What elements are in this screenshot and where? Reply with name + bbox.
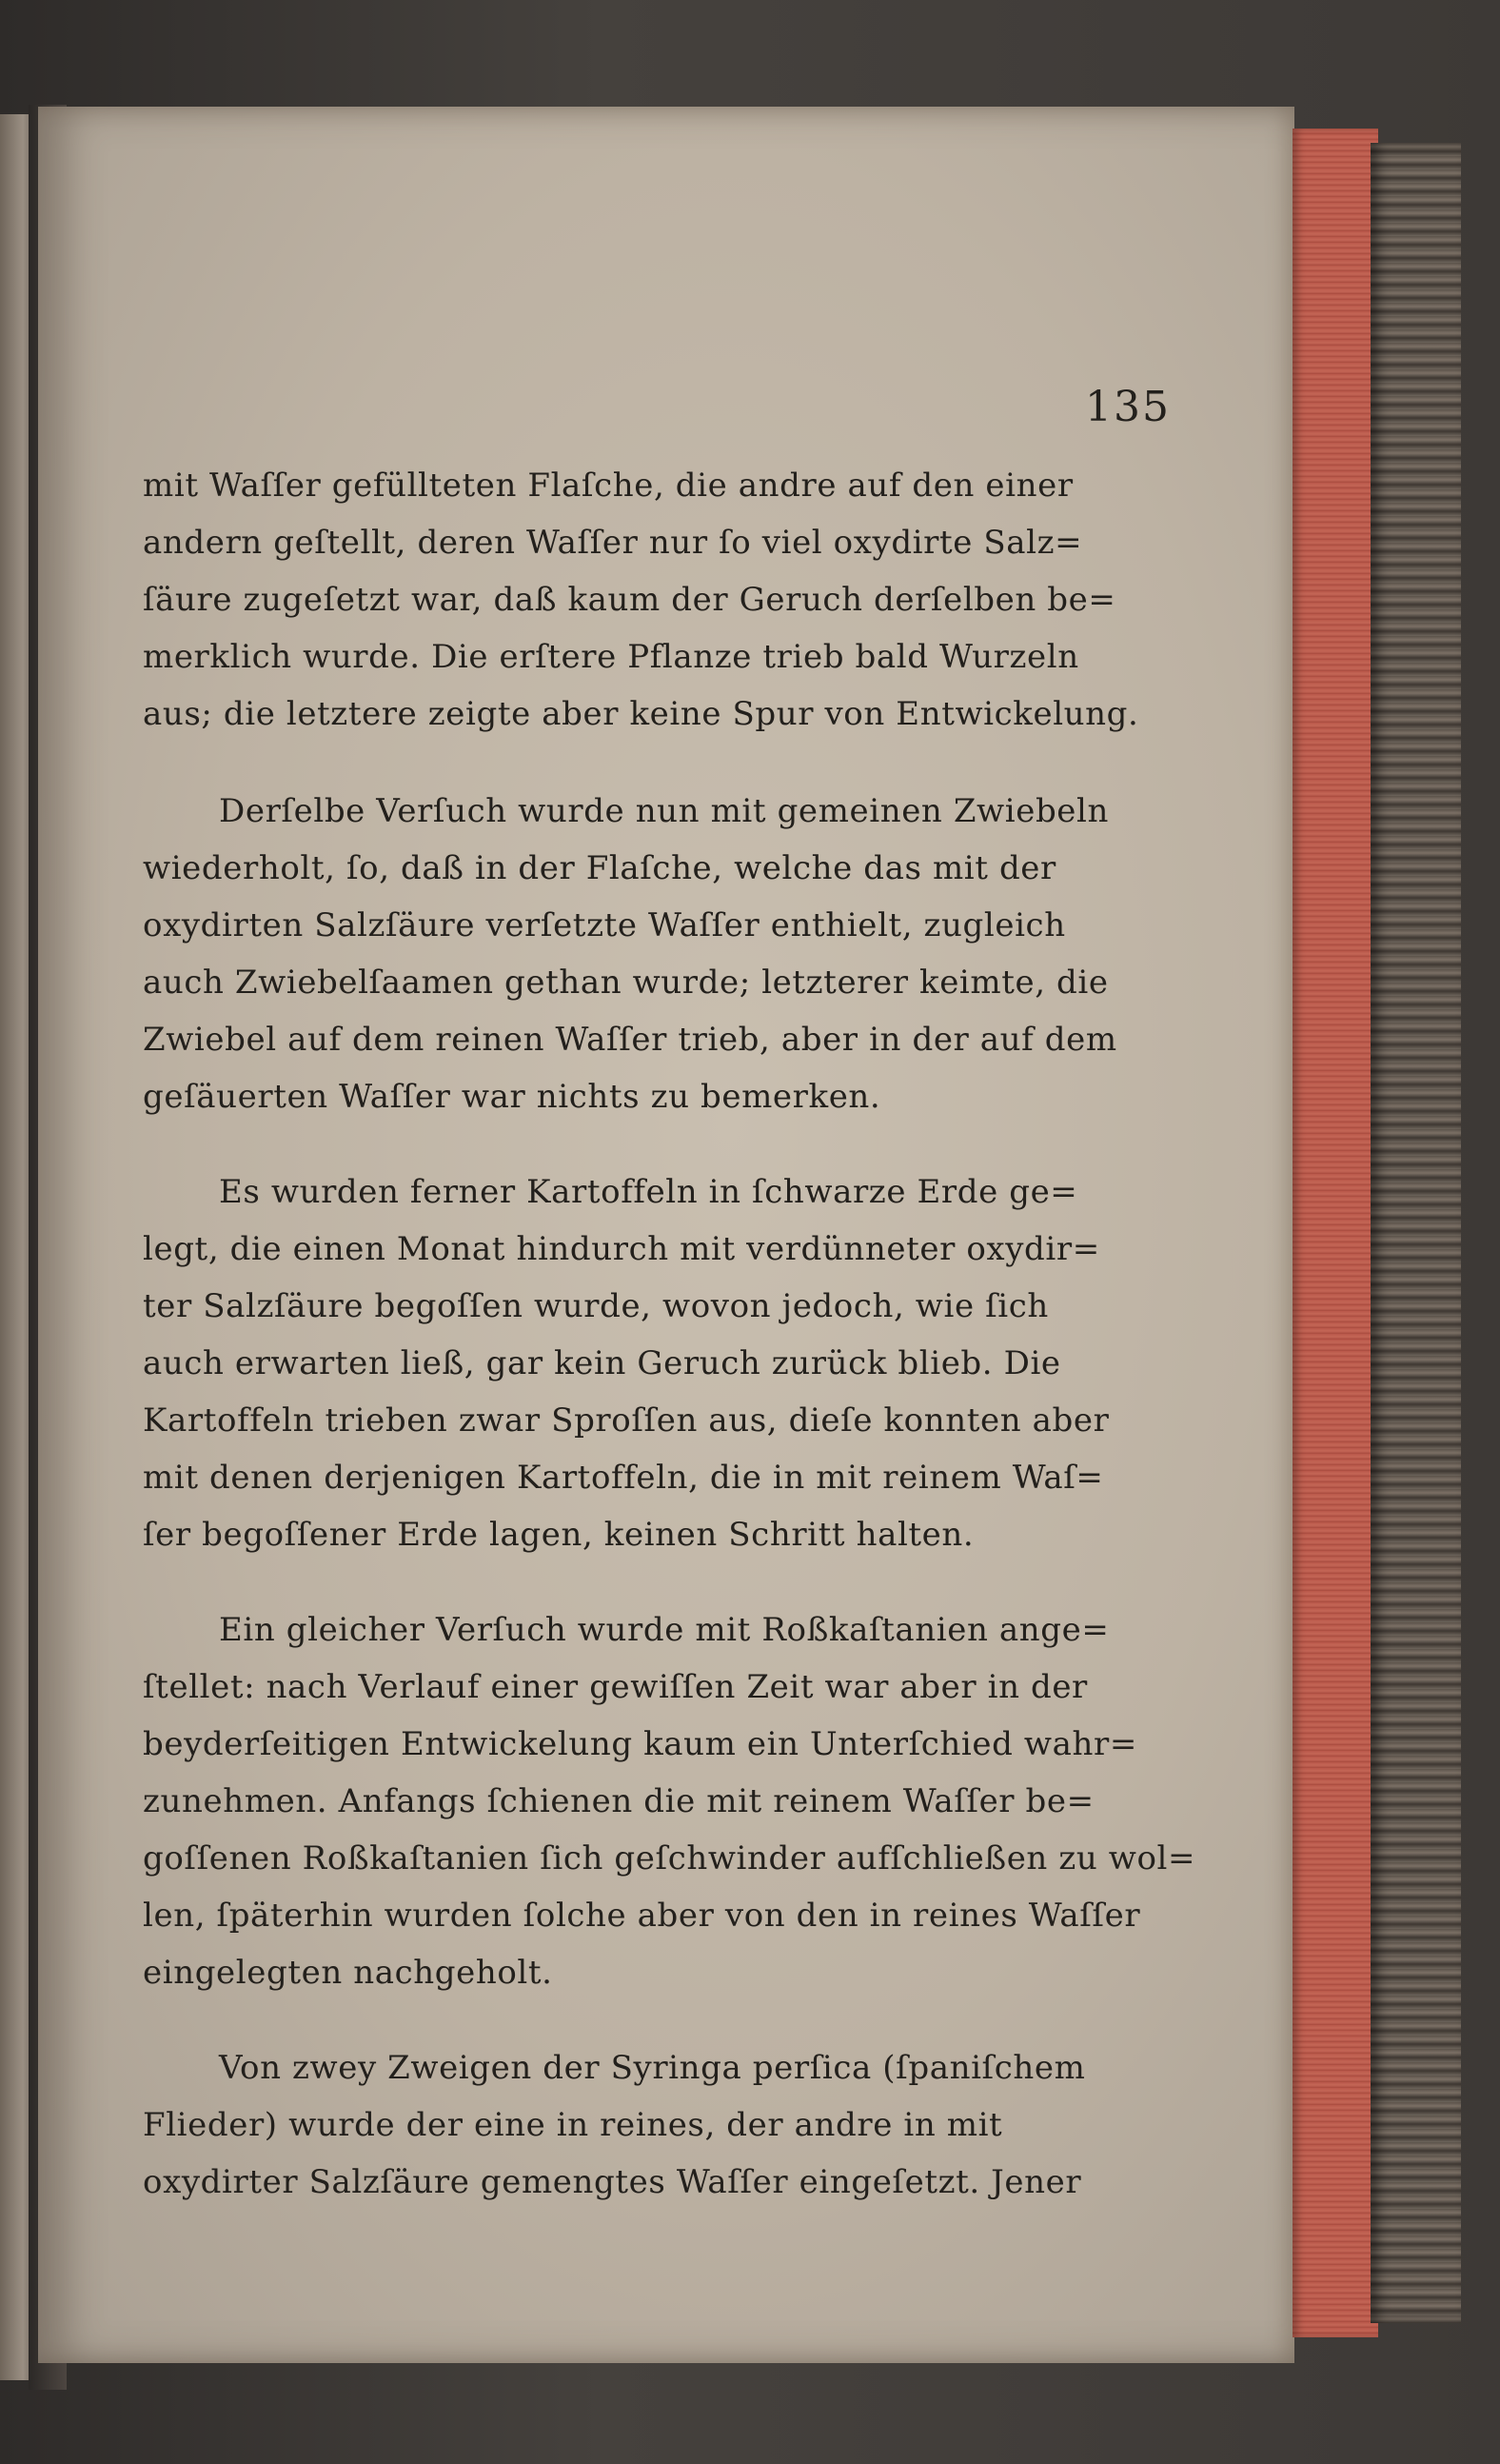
text-line: ſer begoſſener Erde lagen, keinen Schritt halten. [143,1516,975,1554]
text-line: zunehmen. Anfangs ſchienen die mit reinem Waſſer be= [143,1782,1095,1820]
text-line: Zwiebel auf dem reinen Waſſer trieb, aber in der auf dem [143,1021,1117,1059]
red-page-edges [1293,129,1378,2337]
text-line: legt, die einen Monat hindurch mit verdünneter oxydir= [143,1230,1100,1268]
text-line: beyderſeitigen Entwickelung kaum ein Unterſchied wahr= [143,1725,1137,1763]
text-line: ſäure zugeſetzt war, daß kaum der Geruch derſelben be= [143,581,1116,619]
text-line: auch Zwiebelſaamen gethan wurde; letzterer keimte, die [143,964,1109,1002]
text-line: oxydirter Salzſäure gemengtes Waſſer eingeſetzt. Jener [143,2163,1082,2201]
page-text-block [143,297,1196,2201]
text-line: Von zwey Zweigen der Syringa perſica (ſpaniſchem [219,2049,1086,2087]
text-line: auch erwarten ließ, gar kein Geruch zurück blieb. Die [143,1344,1061,1382]
text-line: merklich wurde. Die erſtere Pflanze trieb bald Wurzeln [143,638,1079,676]
text-line: Derſelbe Verſuch wurde nun mit gemeinen Zwiebeln [219,792,1109,830]
text-line: mit denen derjenigen Kartoffeln, die in mit reinem Waſ= [143,1459,1104,1497]
text-line: wiederholt, ſo, daß in der Flaſche, welche das mit der [143,849,1056,887]
text-line: Es wurden ferner Kartoffeln in ſchwarze Erde ge= [219,1173,1078,1211]
text-line: andern geſtellt, deren Waſſer nur ſo viel oxydirte Salz= [143,524,1083,562]
text-line: geſäuerten Waſſer war nichts zu bemerken. [143,1078,881,1116]
text-line: eingelegten nachgeholt. [143,1954,553,1992]
text-line: Flieder) wurde der eine in reines, der andre in mit [143,2106,1003,2144]
text-line: Kartoffeln trieben zwar Sproſſen aus, dieſe konnten aber [143,1401,1110,1440]
book-page [38,107,1294,2363]
text-line: aus; die letztere zeigte aber keine Spur von Entwickelung. [143,695,1139,733]
text-line: len, ſpäterhin wurden ſolche aber von den in reines Waſſer [143,1897,1141,1935]
text-line: Ein gleicher Verſuch wurde mit Roßkaſtanien ange= [219,1611,1110,1649]
page-number: 135 [1085,383,1171,431]
text-line: mit Waſſer gefüllteten Flaſche, die andre auf den einer [143,467,1074,505]
text-line: oxydirten Salzſäure verſetzte Waſſer enthielt, zugleich [143,906,1066,944]
text-line: goſſenen Roßkaſtanien ſich geſchwinder aufſchließen zu wol= [143,1839,1196,1878]
text-line: ter Salzſäure begoſſen wurde, wovon jedoch, wie ſich [143,1287,1049,1325]
book-cover-edge [1371,143,1461,2323]
text-line: ſtellet: nach Verlauf einer gewiſſen Zeit war aber in der [143,1668,1088,1706]
